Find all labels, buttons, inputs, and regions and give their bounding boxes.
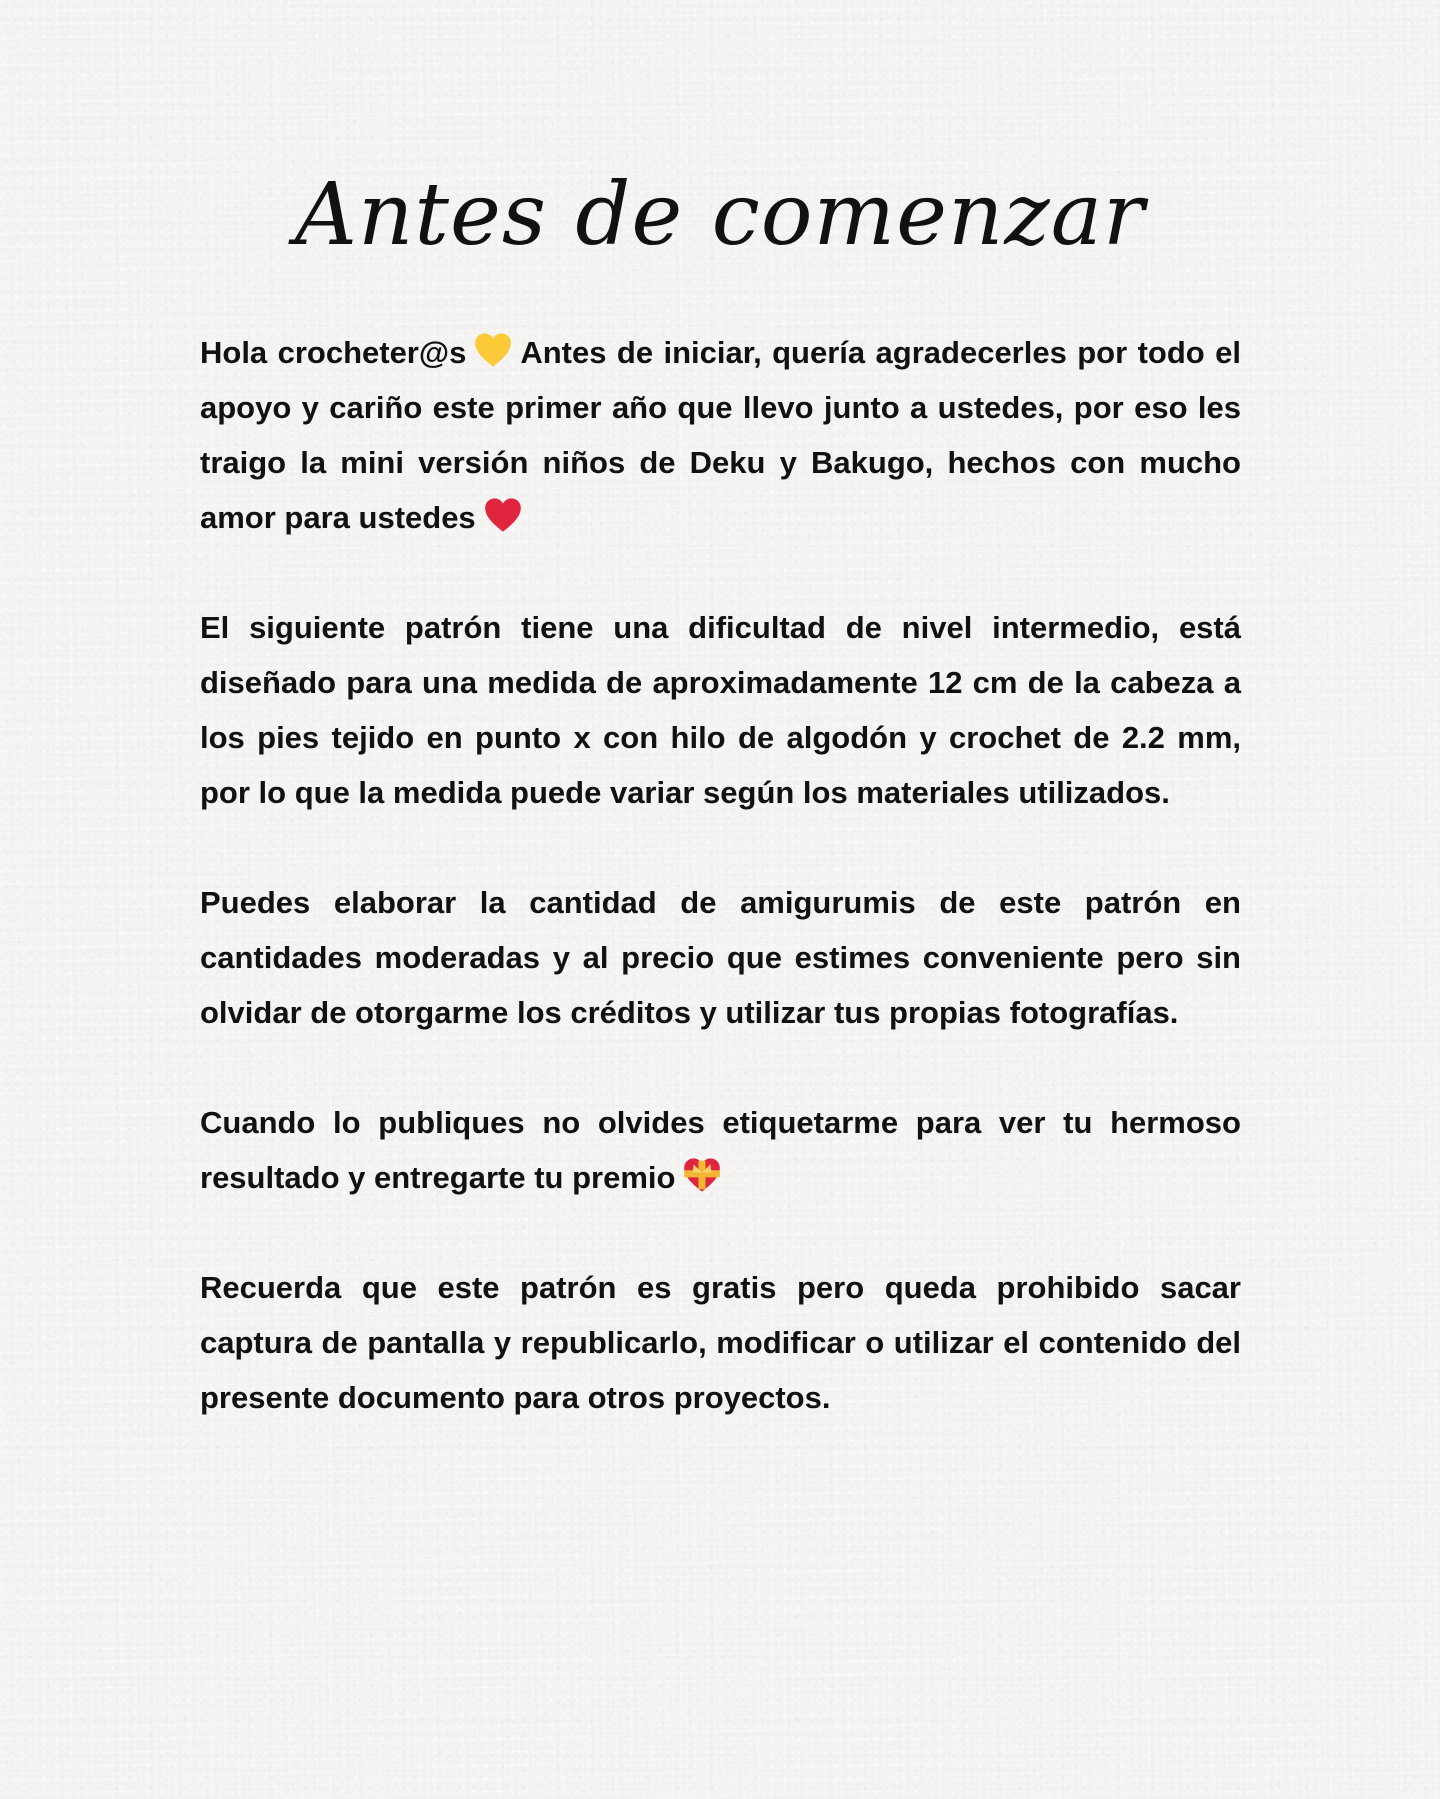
heart-with-ribbon-icon: [683, 1157, 721, 1193]
page-title: Antes de comenzar: [294, 165, 1146, 265]
yellow-heart-icon: [474, 332, 512, 368]
paragraph-usage: Puedes elaborar la cantidad de amigurumis de este patrón en cantidades moderadas y al precio que estimes conveniente pero sin olvidar de otorgarme los créditos y utilizar tus propias fotografías.: [200, 885, 1241, 1030]
document-body: [200, 325, 1241, 1425]
paragraph-tagging: [200, 1095, 1241, 1205]
paragraph-greeting: [200, 325, 1241, 545]
paragraph-copyright: Recuerda que este patrón es gratis pero queda prohibido sacar captura de pantalla y republicarlo, modificar o utilizar el contenido del presente documento para otros proyectos.: [200, 1270, 1241, 1415]
thanks-text: Antes de iniciar, quería agradecerles por todo el apoyo y cariño este primer año que llevo junto a ustedes, por eso les traigo la mini versión niños de Deku y Bakugo, hechos con mucho amor para ustedes: [200, 335, 1241, 535]
tagging-text: Cuando lo publiques no olvides etiquetarme para ver tu hermoso resultado y entregarte tu premio: [200, 1105, 1241, 1195]
greeting-text: Hola crocheter@s: [200, 335, 467, 370]
paragraph-difficulty: El siguiente patrón tiene una dificultad de nivel intermedio, está diseñado para una medida de aproximadamente 12 cm de la cabeza a los pies tejido en punto x con hilo de algodón y crochet de 2.2 mm, por lo que la medida puede variar según los materiales utilizados.: [200, 610, 1241, 810]
red-heart-icon: [484, 497, 522, 533]
